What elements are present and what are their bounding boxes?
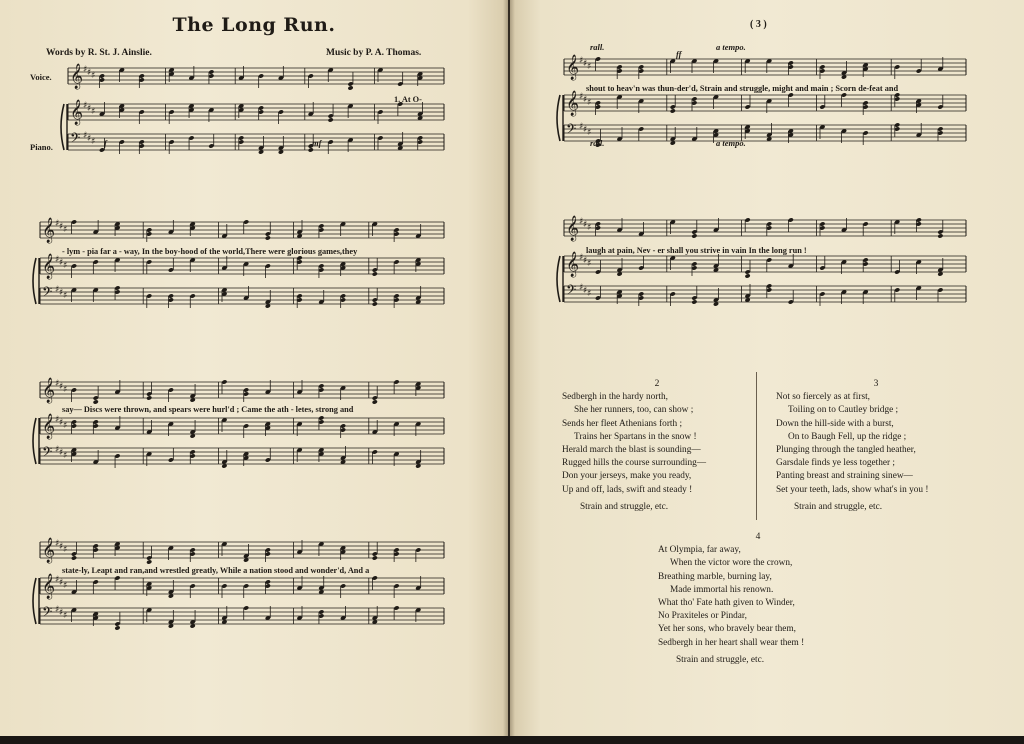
sharp-sign: ♯: [55, 415, 60, 425]
sharp-sign: ♯: [59, 448, 64, 458]
sharp-sign: ♯: [59, 418, 64, 428]
sharp-sign: ♯: [579, 92, 584, 102]
verse-divider: [756, 372, 757, 520]
verse-line: Don your jerseys, make you ready,: [562, 471, 692, 482]
note-head: [328, 117, 334, 122]
music-credit: Music by P. A. Thomas.: [326, 48, 422, 58]
sharp-sign: ♯: [583, 95, 588, 105]
verse-line: Garsdale finds ye less together ;: [776, 458, 896, 469]
tempo-rall: rall.: [590, 42, 605, 52]
dynamic-mf: mf: [312, 138, 322, 148]
note-head: [372, 271, 378, 276]
sharp-sign: ♯: [583, 59, 588, 69]
note-head: [691, 233, 697, 238]
bass-clef-icon: 𝄢: [42, 604, 53, 623]
sharp-sign: ♯: [63, 611, 68, 621]
verse-3: [776, 378, 976, 514]
verse-line: Yet her sons, who bravely bear them,: [658, 624, 796, 635]
sharp-sign: ♯: [583, 256, 588, 266]
sharp-sign: ♯: [55, 539, 60, 549]
sharp-sign: ♯: [587, 98, 592, 108]
verse-4: [658, 531, 858, 667]
verse-refrain: Strain and struggle, etc.: [794, 501, 883, 512]
sharp-sign: ♯: [59, 578, 64, 588]
note-head: [372, 555, 378, 560]
verse-2: [562, 378, 752, 514]
verse-line: Sedbergh in her heart shall wear them !: [658, 637, 805, 648]
sharp-sign: ♯: [87, 68, 92, 78]
verse-line: Trains her Spartans in the snow !: [574, 431, 697, 442]
treble-clef-icon: 𝄞: [566, 252, 580, 277]
treble-clef-icon: 𝄞: [566, 216, 580, 241]
lyric-line-2: - lym - pia far a - way, In the boy-hood of the world,There were glorious games,they: [62, 247, 358, 256]
sharp-sign: ♯: [55, 255, 60, 265]
bass-clef-icon: 𝄢: [566, 121, 577, 140]
brace-icon: [33, 258, 36, 304]
verse-line: At Olympia, far away,: [658, 545, 741, 556]
lyric-line-6: laugh at pain, Nev - er shall you strive in vain In the long run !: [586, 246, 807, 255]
note-head: [372, 301, 378, 306]
verse-line: Herald march the blast is sounding—: [562, 445, 701, 456]
verse-line: Plunging through the tangled heather,: [776, 445, 916, 456]
voice-label: Voice.: [30, 72, 52, 82]
sharp-sign: ♯: [63, 451, 68, 461]
bass-clef-icon: 𝄢: [566, 282, 577, 301]
sharp-sign: ♯: [63, 385, 68, 395]
verse-number: 4: [755, 532, 761, 542]
verse-number: 2: [654, 379, 660, 389]
note-head: [146, 559, 152, 564]
sharp-sign: ♯: [59, 222, 64, 232]
sharp-sign: ♯: [87, 134, 92, 144]
verse-number: 3: [873, 379, 879, 389]
verse-line: No Praxiteles or Pindar,: [658, 611, 747, 622]
sharp-sign: ♯: [83, 131, 88, 141]
sharp-sign: ♯: [583, 220, 588, 230]
sharp-sign: ♯: [83, 65, 88, 75]
verse-refrain: Strain and struggle, etc.: [580, 501, 669, 512]
verse-line: What tho' Fate hath given to Winder,: [658, 598, 795, 609]
note-head: [691, 299, 697, 304]
tempo-a-tempo: a tempo.: [716, 42, 746, 52]
note-head: [114, 625, 120, 630]
note-head: [146, 395, 152, 400]
note-head: [93, 399, 99, 404]
sharp-sign: ♯: [587, 289, 592, 299]
lyric-line-3: say— Discs were thrown, and spears were hurl'd ; Came the ath - letes, strong and: [62, 405, 354, 414]
sharp-sign: ♯: [55, 379, 60, 389]
dynamic-ff: ff: [676, 49, 682, 59]
sharp-sign: ♯: [63, 581, 68, 591]
bass-clef-icon: 𝄢: [42, 284, 53, 303]
note-head: [308, 147, 314, 152]
verse-line: Made immortal his renown.: [670, 584, 774, 595]
song-title: The Long Run.: [172, 14, 336, 36]
treble-clef-icon: 𝄞: [42, 574, 56, 599]
sharp-sign: ♯: [587, 128, 592, 138]
treble-clef-icon: 𝄞: [566, 55, 580, 80]
tempo-a-tempo: a tempo.: [716, 138, 746, 148]
sharp-sign: ♯: [59, 258, 64, 268]
note-head: [265, 235, 271, 240]
sharp-sign: ♯: [587, 62, 592, 72]
verse-line: Sends her fleet Athenians forth ;: [562, 418, 683, 429]
page-number: ( 3 ): [750, 19, 767, 30]
note-head: [372, 399, 378, 404]
sharp-sign: ♯: [55, 445, 60, 455]
words-credit: Words by R. St. J. Ainslie.: [46, 48, 152, 58]
sharp-sign: ♯: [59, 542, 64, 552]
verse-line: Set your teeth, lads, show what's in you !: [776, 484, 929, 495]
brace-icon: [61, 104, 64, 150]
lyric-line-5: shout to heav'n was thun-der'd, Strain and struggle, might and main ; Scorn de-feat and: [586, 84, 899, 93]
bass-clef-icon: 𝄢: [42, 444, 53, 463]
treble-clef-icon: 𝄞: [566, 91, 580, 116]
sharp-sign: ♯: [55, 285, 60, 295]
sharp-sign: ♯: [579, 122, 584, 132]
sharp-sign: ♯: [63, 545, 68, 555]
treble-clef-icon: 𝄞: [70, 100, 84, 125]
treble-clef-icon: 𝄞: [42, 218, 56, 243]
lyric-line-4: state-ly, Leapt and ran,and wrestled greatly, While a nation stood and wonder'd, And a: [62, 566, 370, 575]
sharp-sign: ♯: [63, 225, 68, 235]
sharp-sign: ♯: [63, 261, 68, 271]
sharp-sign: ♯: [63, 291, 68, 301]
sharp-sign: ♯: [59, 382, 64, 392]
brace-icon: [557, 256, 560, 302]
sharp-sign: ♯: [59, 288, 64, 298]
lyric-line-1: 1. At O-: [394, 95, 422, 104]
sharp-sign: ♯: [587, 223, 592, 233]
brace-icon: [557, 95, 560, 141]
sharp-sign: ♯: [55, 575, 60, 585]
verse-line: Toiling on to Cautley bridge ;: [788, 405, 899, 416]
sharp-sign: ♯: [583, 286, 588, 296]
bass-clef-icon: 𝄢: [70, 130, 81, 149]
sharp-sign: ♯: [579, 217, 584, 227]
verse-line: Down the hill-side with a burst,: [776, 418, 894, 429]
verse-line: She her runners, too, can show ;: [574, 405, 694, 416]
verse-line: Up and off, lads, swift and steady !: [562, 484, 693, 495]
note-head: [670, 108, 676, 113]
note-head: [937, 233, 943, 238]
verse-line: Not so fiercely as at first,: [776, 392, 870, 403]
verse-line: Sedbergh in the hardy north,: [562, 392, 668, 403]
sharp-sign: ♯: [579, 253, 584, 263]
sharp-sign: ♯: [87, 104, 92, 114]
sharp-sign: ♯: [579, 283, 584, 293]
sharp-sign: ♯: [59, 608, 64, 618]
note-head: [745, 273, 751, 278]
verse-line: Panting breast and straining sinew—: [776, 471, 913, 482]
verse-line: On to Baugh Fell, up the ridge ;: [788, 431, 907, 442]
note-head: [347, 85, 353, 90]
treble-clef-icon: 𝄞: [42, 254, 56, 279]
treble-clef-icon: 𝄞: [70, 64, 84, 89]
treble-clef-icon: 𝄞: [42, 414, 56, 439]
sharp-sign: ♯: [91, 71, 96, 81]
piano-label: Piano.: [30, 142, 53, 152]
tempo-rall: rall.: [590, 138, 605, 148]
verse-line: When the victor wore the crown,: [670, 558, 793, 569]
brace-icon: [33, 418, 36, 464]
brace-icon: [33, 578, 36, 624]
treble-clef-icon: 𝄞: [42, 538, 56, 563]
treble-clef-icon: 𝄞: [42, 378, 56, 403]
verse-line: Breathing marble, burning lay,: [658, 571, 772, 582]
sharp-sign: ♯: [583, 125, 588, 135]
sharp-sign: ♯: [587, 259, 592, 269]
sharp-sign: ♯: [91, 107, 96, 117]
dynamic-f: f: [104, 138, 107, 148]
verse-line: Rugged hills the course surrounding—: [562, 458, 707, 469]
sharp-sign: ♯: [55, 219, 60, 229]
note-head: [71, 555, 77, 560]
verse-refrain: Strain and struggle, etc.: [676, 654, 765, 665]
sharp-sign: ♯: [91, 137, 96, 147]
sharp-sign: ♯: [83, 101, 88, 111]
sharp-sign: ♯: [579, 56, 584, 66]
sharp-sign: ♯: [63, 421, 68, 431]
sharp-sign: ♯: [55, 605, 60, 615]
